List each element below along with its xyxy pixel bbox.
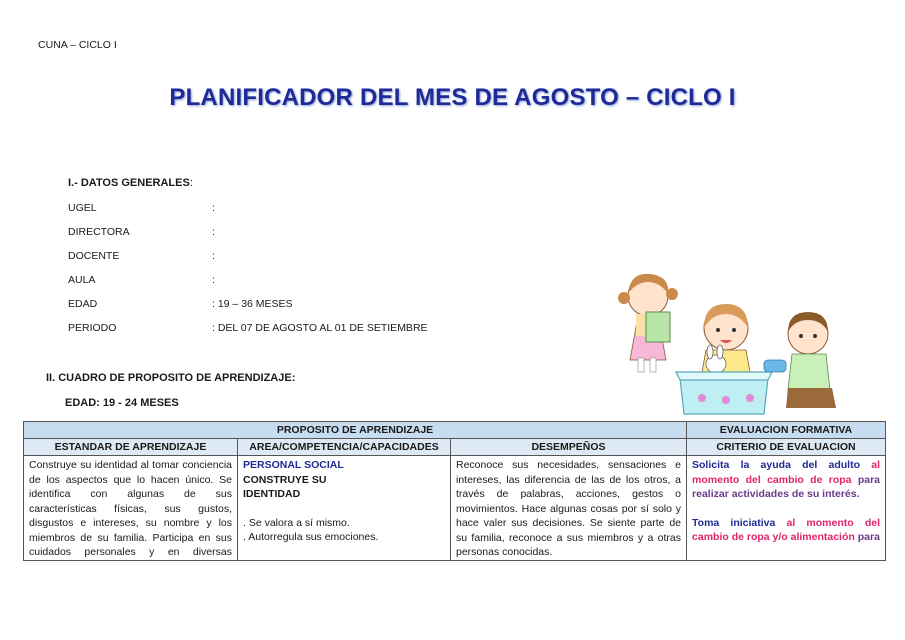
document-header-label: CUNA – CICLO I [38,39,117,51]
table-row [24,456,886,561]
capacidad-item: . Autorregula sus emociones. [243,531,379,543]
cell-criterio [687,456,886,561]
field-label: DIRECTORA [68,226,130,238]
learning-purpose-table [23,421,886,561]
field-value: : DEL 07 DE AGOSTO AL 01 DE SETIEMBRE [212,322,428,334]
field-label: AULA [68,274,96,286]
children-playing-icon [608,268,848,420]
criterio-item: Solicita la ayuda del adulto al momento del cambio de ropa para realizar actividades de su interés. [692,459,881,500]
column-header-estandar: ESTANDAR DE APRENDIZAJE [24,439,238,456]
cell-desempenos: Reconoce sus necesidades, sensaciones e intereses, las diferencia de las de los otros, a través de palabras, acciones, gestos o movimientos. Hace algunas cosas por sí solo y hace valer sus decisiones. Se siente parte de su familia, reconoce a sus miembros y a otras personas conocidas. [451,456,687,561]
column-header-area: AREA/COMPETENCIA/CAPACIDADES [238,439,451,456]
field-value: : [212,226,215,238]
children-illustration [608,268,848,420]
competencia-name: CONSTRUYE SU IDENTIDAD [243,473,327,500]
column-header-desempenos: DESEMPEÑOS [451,439,687,456]
field-label: EDAD [68,298,98,310]
group-header-evaluacion: EVALUACION FORMATIVA [687,422,886,439]
section-cuadro-proposito-heading: II. CUADRO DE PROPOSITO DE APRENDIZAJE: [46,372,296,384]
criterio-item: Toma iniciativa al momento del cambio de ropa y/o alimentación para [692,516,881,543]
age-range-label: EDAD: 19 - 24 MESES [65,397,179,409]
column-header-criterio: CRITERIO DE EVALUACION [687,439,886,456]
group-header-proposito: PROPOSITO DE APRENDIZAJE [24,422,687,439]
cell-estandar: Construye su identidad al tomar conciencia de los aspectos que lo hacen único. Se identifica con algunas de sus características físicas, sus gustos, disgustos e intereses, su nombre y los miembros de su familia. Participa en sus cuidados personales y en diversas [24,456,238,561]
field-value: : [212,274,215,286]
capacidad-item: . Se valora a sí mismo. [243,516,350,529]
section-datos-generales-heading: I.- DATOS GENERALES: [68,177,193,189]
field-label: PERIODO [68,322,117,334]
page-title: PLANIFICADOR DEL MES DE AGOSTO – CICLO I [169,84,736,111]
field-label: DOCENTE [68,250,120,262]
field-value: : [212,250,215,262]
field-value: : [212,202,215,214]
table-column-header-row [24,439,886,456]
field-value: : 19 – 36 MESES [212,298,293,310]
table-group-header-row [24,422,886,439]
cell-area [238,456,451,561]
area-name: PERSONAL SOCIAL [243,459,344,471]
field-label: UGEL [68,202,97,214]
